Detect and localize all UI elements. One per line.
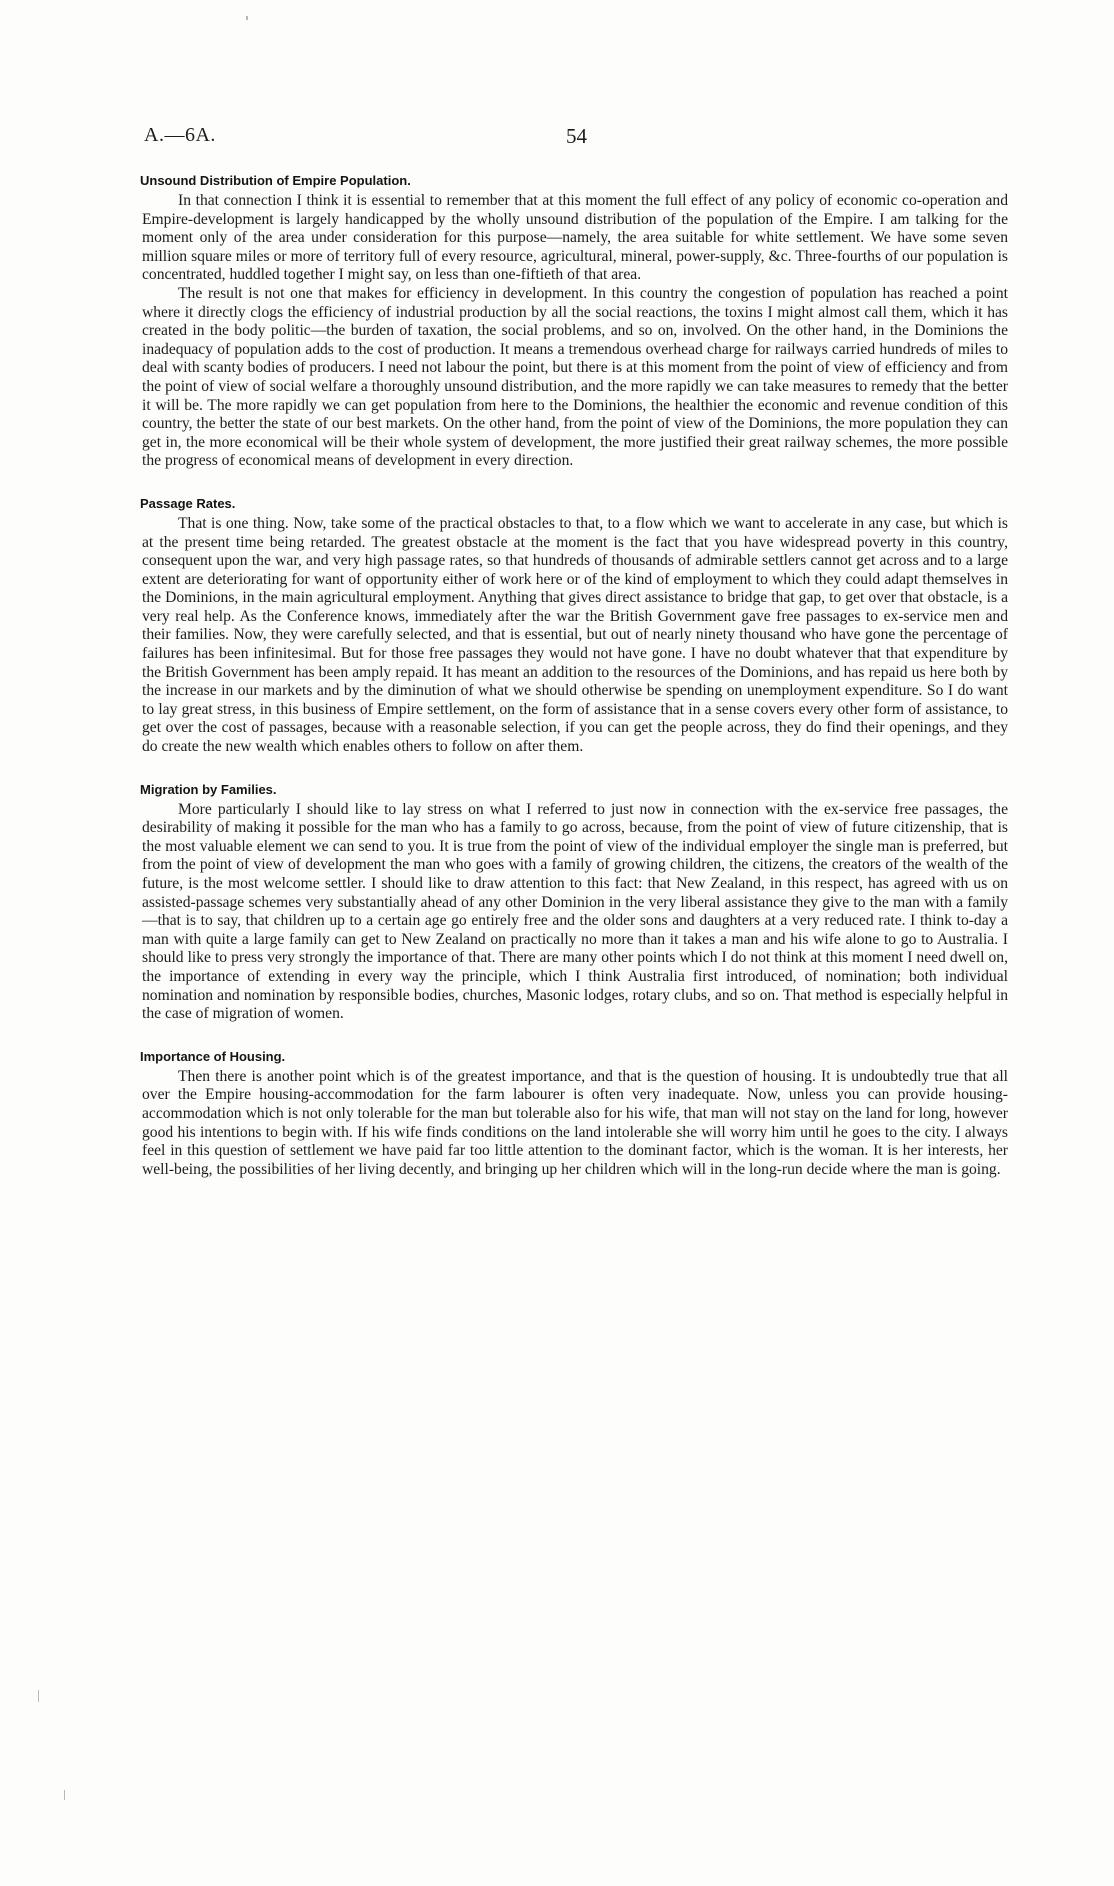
scan-speck	[38, 1690, 39, 1702]
page-number: 54	[566, 124, 587, 148]
section-heading: Unsound Distribution of Empire Population.	[140, 173, 411, 188]
section-migration-by-families	[142, 781, 1008, 1024]
section-unsound-distribution	[142, 172, 1008, 471]
scan-speck	[246, 16, 248, 20]
document-reference: A.—6A.	[144, 124, 216, 146]
section-heading: Passage Rates.	[140, 495, 236, 511]
section-gap	[142, 1024, 1008, 1048]
section-heading: Migration by Families.	[140, 781, 277, 797]
section-passage-rates	[142, 495, 1008, 757]
body-text	[142, 172, 1008, 1179]
paragraph: In that connection I think it is essential to remember that at this moment the full effect of any policy of economic co-operation and Empire-development is largely handicapped by the wholly unsound distribution of the population of the Empire. I am talking for the moment only of the area under consideration for this purpose—namely, the area suitable for white settlement. We have some seven million square miles or more of territory full of every resource, agricultural, mineral, power-supply, &c. Three-fourths of our population is concentrated, huddled together I might say, on less than one-fiftieth of that area.	[142, 192, 1008, 284]
scan-speck	[64, 1790, 65, 1800]
paragraph: That is one thing. Now, take some of the practical obstacles to that, to a flow which we want to accelerate in any case, but which is at the present time being retarded. The greatest obstacle at the moment is the fact that you have widespread poverty in this country, consequent upon the war, and very high passage rates, so that hundreds of thousands of admirable settlers cannot get across and to a large extent are deteriorating for want of opportunity either of work here or of the kind of employment to which they could adapt themselves in the Dominions, in the main agricultural employment. Anything that gives direct assistance to bridge that gap, to get over that obstacle, is a very real help. As the Conference knows, immediately after the war the British Government gave free passages to ex-service men and their families. Now, they were carefully selected, and that is essential, but out of nearly ninety thousand who have gone the percentage of failures has been infinitesimal. But for those free passages they would not have gone. I have no doubt whatever that that expenditure by the British Government has been amply repaid. It has meant an addition to the resources of the Dominions, and has repaid us here both by the increase in our markets and by the diminution of what we should otherwise be spending on unemployment expenditure. So I do want to lay great stress, in this business of Empire settlement, on the form of assistance that in a sense covers every other form of assistance, to get over the cost of passages, because with a reasonable selection, if you can get the people across, they do find their openings, and they do create the new wealth which enables others to follow on after them.	[142, 514, 1008, 756]
paragraph: More particularly I should like to lay stress on what I referred to just now in connection with the ex-service free passages, the desirability of making it possible for the man who has a family to go across, because, from the point of view of future citizenship, that is the most valuable element we can send to you. It is true from the point of view of the individual employer the single man is preferred, but from the point of view of development the man who goes with a family of growing children, the citizens, the creators of the wealth of the future, is the most welcome settler. I should like to draw attention to this fact: that New Zealand, in this respect, has agreed with us on assisted-passage schemes very substantially ahead of any other Dominion in the very liberal assistance they give to the man with a family—that is to say, that children up to a certain age go entirely free and the older sons and daughters at a very reduced rate. I think to-day a man with quite a large family can get to New Zealand on practically no more than it takes a man and his wife alone to go to Australia. I should like to press very strongly the importance of that. There are many other points which I do not think at this moment I need dwell on, the importance of extending in every way the principle, which I think Australia first introduced, of nomination; both individual nomination and nomination by responsible bodies, churches, Masonic lodges, rotary clubs, and so on. That method is especially helpful in the case of migration of women.	[142, 800, 1008, 1023]
section-gap	[142, 471, 1008, 495]
paragraph: The result is not one that makes for efficiency in development. In this country the congestion of population has reached a point where it directly clogs the efficiency of industrial production by all the social reactions, the toxins I might almost call them, which it has created in the body politic—the burden of taxation, the social problems, and so on, involved. On the other hand, in the Dominions the inadequacy of population adds to the cost of production. It means a tremendous overhead charge for railways carried hundreds of miles to deal with scanty bodies of producers. I need not labour the point, but there is at this moment from the point of view of efficiency and from the point of view of social welfare a thoroughly unsound distribution, and the more rapidly we can take measures to remedy that the better it will be. The more rapidly we can get population from here to the Dominions, the healthier the economic and revenue condition of this country, the better the state of our best markets. On the other hand, from the point of view of the Dominions, the more population they can get in, the more economical will be their whole system of development, the more justified their great railway schemes, the more possible the progress of economical means of development in every direction.	[142, 284, 1008, 470]
running-header	[144, 124, 1004, 152]
section-heading: Importance of Housing.	[140, 1048, 286, 1064]
paragraph: Then there is another point which is of the greatest importance, and that is the question of housing. It is undoubtedly true that all over the Empire housing-accommodation for the farm labourer is often very inadequate. Now, unless you can provide housing-accommodation which is not only tolerable for the man but tolerable also for his wife, that man will not stay on the land for long, however good his intentions to begin with. If his wife finds conditions on the land intolerable she will worry him until he goes to the city. I always feel in this question of settlement we have paid far too little attention to the dominant factor, which is the woman. It is her interests, her well-being, the possibilities of her living decently, and bringing up her children which will in the long-run decide where the man is going.	[142, 1067, 1008, 1178]
section-gap	[142, 757, 1008, 781]
section-importance-of-housing	[142, 1048, 1008, 1180]
